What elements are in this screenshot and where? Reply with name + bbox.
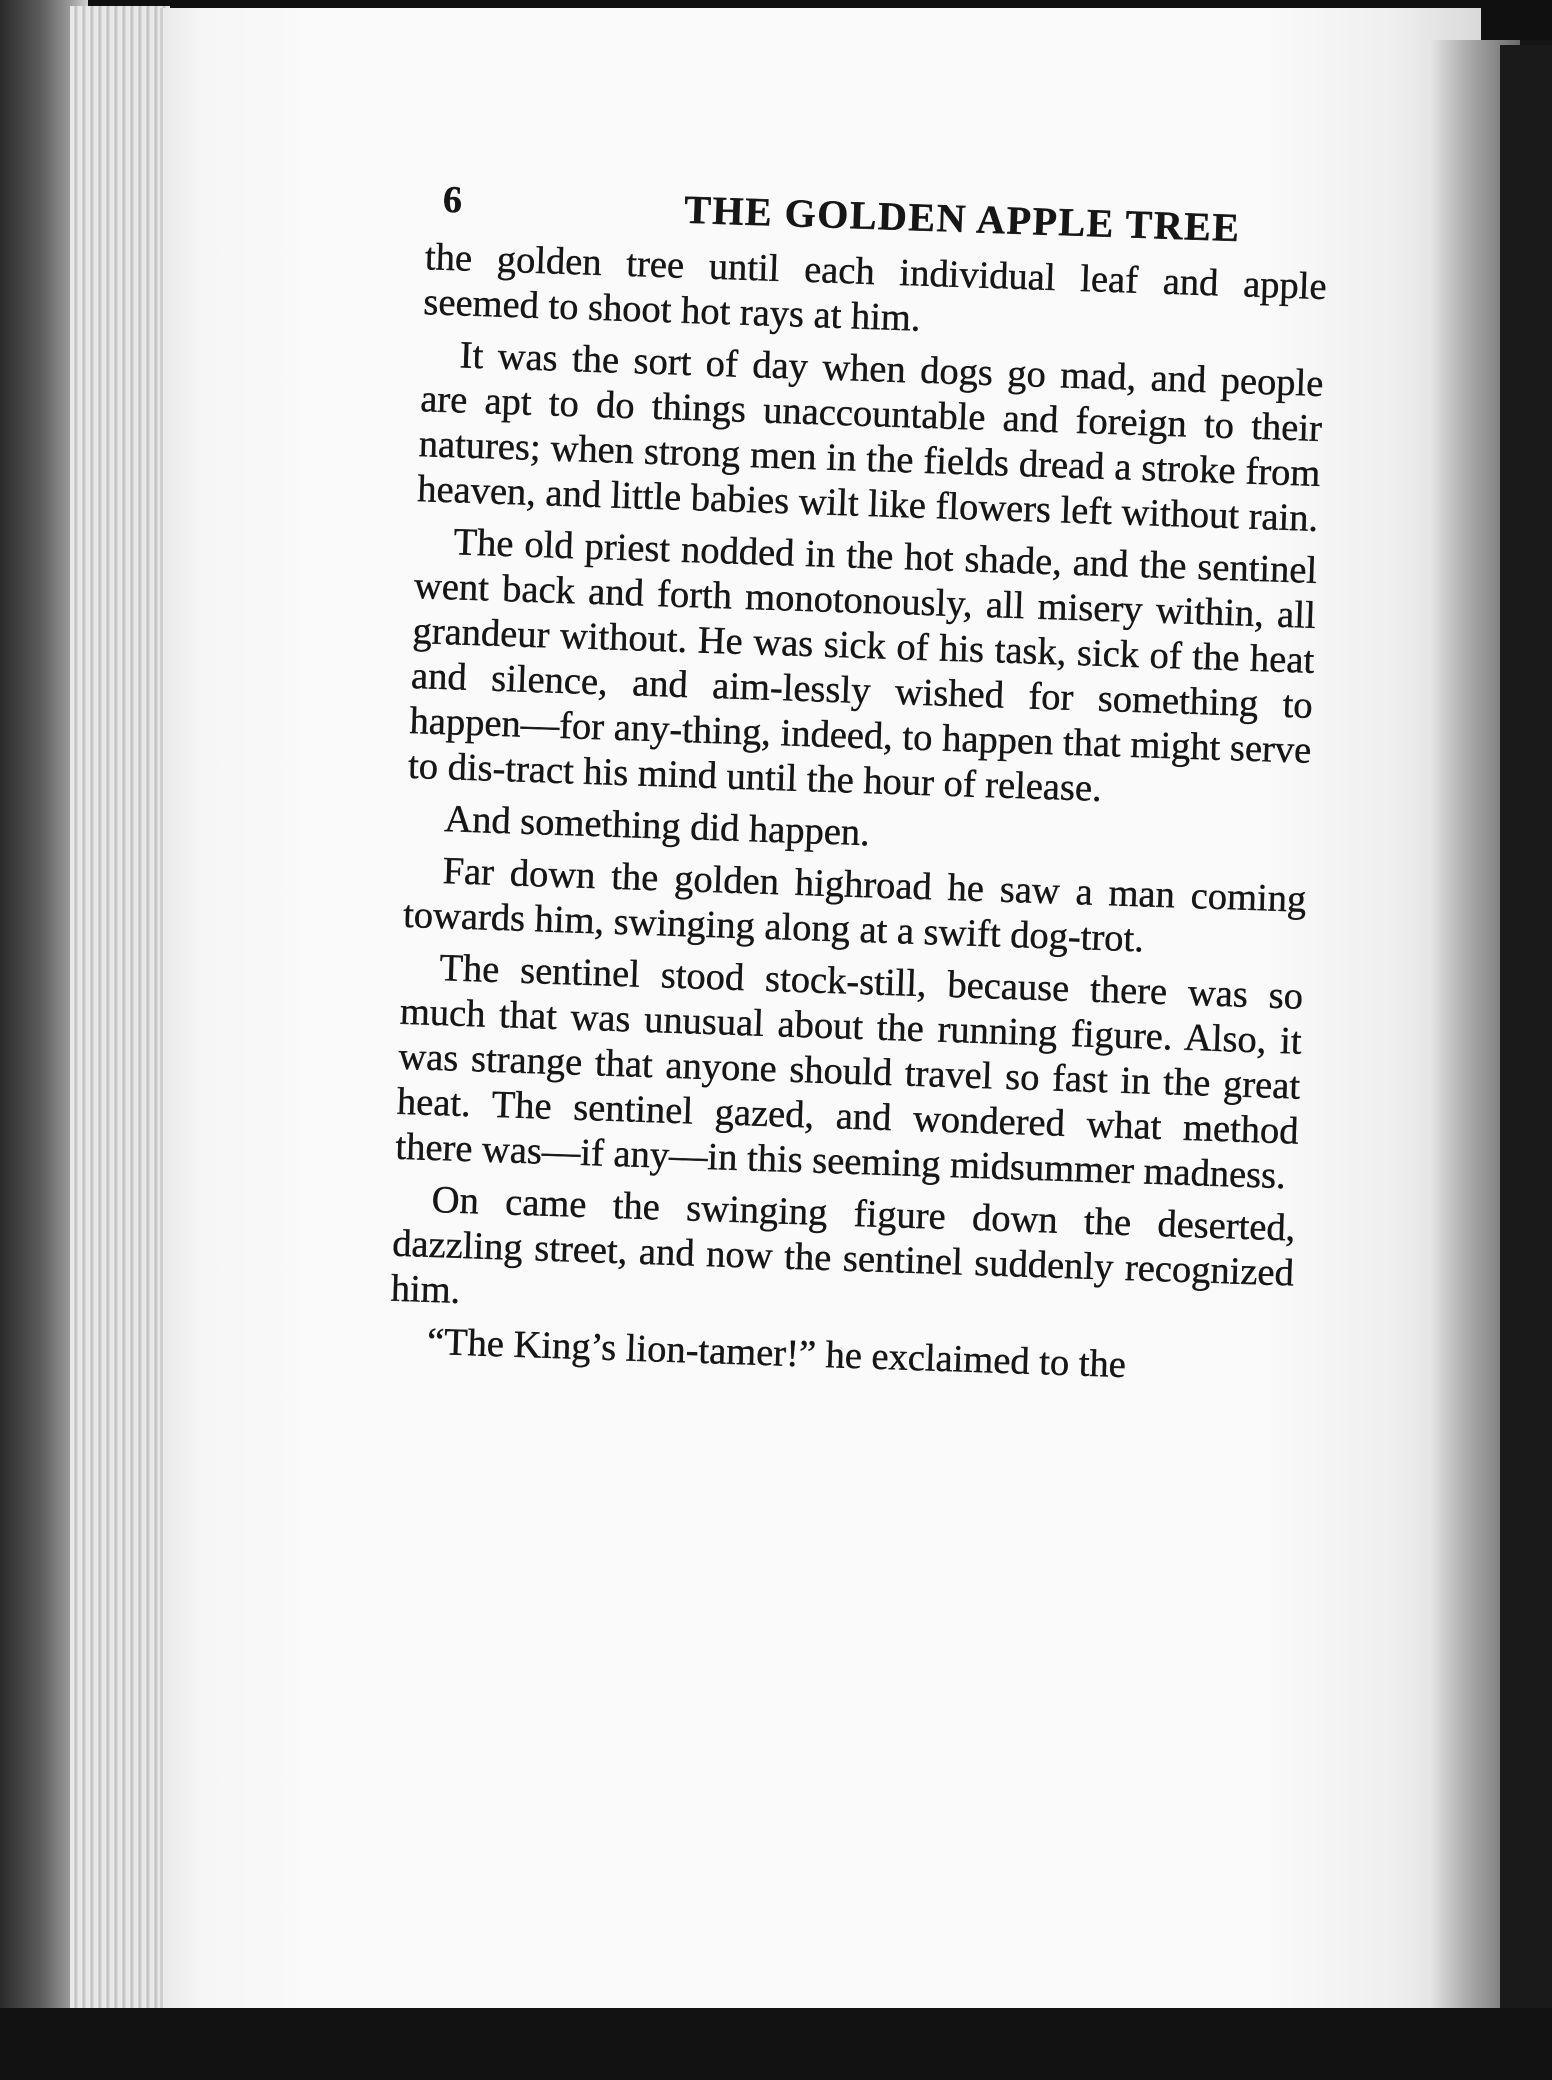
- paragraph: the golden tree until each individual leaf and apple seemed to shoot hot rays at him.: [422, 236, 1328, 340]
- book-cover-edge: [1500, 45, 1552, 2080]
- paragraph: The old priest nodded in the hot shade, and the sentinel went back and forth monotonously, all misery within, all grandeur without. He was sick of his task, sick of the heat and silence, and aim-lessly wished for something to happen—for any-thing, indeed, to happen that might serve to dis-tract his mind until the hour of release.: [407, 521, 1318, 810]
- body-text: [350, 234, 1327, 1394]
- scan-bottom-edge: [0, 2008, 1552, 2080]
- paragraph: “The King’s lion-tamer!” he exclaimed to the: [426, 1320, 1127, 1387]
- paragraph: On came the swinging figure down the deserted, dazzling street, and now the sentinel suddenly recognized him.: [390, 1178, 1297, 1312]
- page-text-block: [350, 168, 1329, 1401]
- page-number: 6: [442, 178, 464, 222]
- paragraph: The sentinel stood stock-still, because there was so much that was unusual about the running figure. Also, it was strange that anyone should travel so fast in the great heat. The sentinel gazed, and wondered what method there was—if any—in this seeming midsummer madness.: [394, 947, 1304, 1198]
- paragraph: It was the sort of day when dogs go mad, and people are apt to do things unaccountable and foreign to their natures; when strong men in the fields dread a stroke from heaven, and little babies wilt like flowers left without rain.: [416, 334, 1325, 540]
- paragraph: Far down the golden highroad he saw a man coming towards him, swinging along at a swift dog-trot.: [402, 850, 1307, 961]
- page-stack-edges: [70, 6, 170, 2011]
- running-head-title: THE GOLDEN APPLE TREE: [683, 186, 1242, 251]
- paragraph: And something did happen.: [443, 798, 871, 855]
